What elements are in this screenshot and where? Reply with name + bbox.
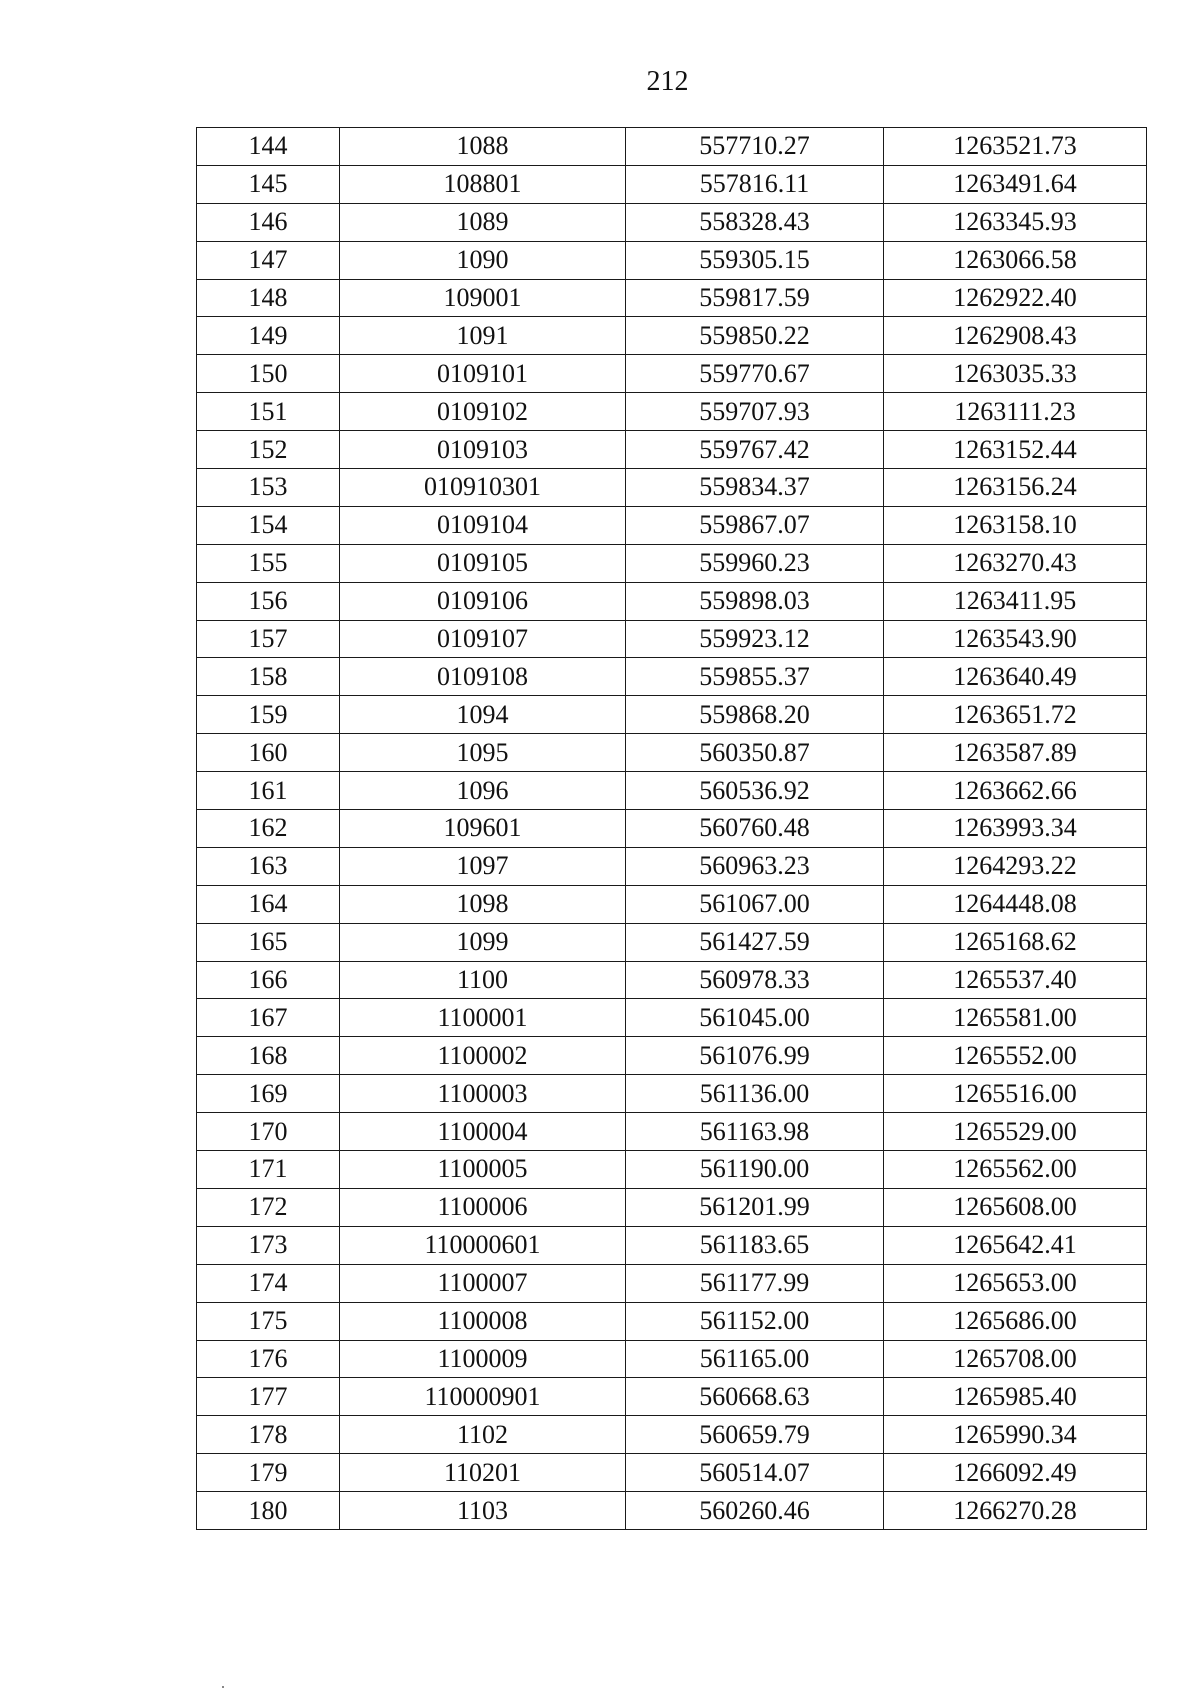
- y-coordinate-cell: 1263662.66: [884, 772, 1147, 810]
- y-coordinate-cell: 1263521.73: [884, 128, 1147, 166]
- x-coordinate-cell: 560668.63: [626, 1378, 884, 1416]
- row-index-cell: 146: [197, 203, 340, 241]
- table-row: [197, 128, 1147, 166]
- y-coordinate-cell: 1265686.00: [884, 1302, 1147, 1340]
- row-index-cell: 156: [197, 582, 340, 620]
- row-index-cell: 175: [197, 1302, 340, 1340]
- row-index-cell: 163: [197, 847, 340, 885]
- y-coordinate-cell: 1265608.00: [884, 1188, 1147, 1226]
- x-coordinate-cell: 560963.23: [626, 847, 884, 885]
- table-row: [197, 1037, 1147, 1075]
- table-row: [197, 469, 1147, 507]
- y-coordinate-cell: 1265562.00: [884, 1151, 1147, 1189]
- table-row: [197, 1226, 1147, 1264]
- y-coordinate-cell: 1263587.89: [884, 734, 1147, 772]
- table-row: [197, 506, 1147, 544]
- y-coordinate-cell: 1265985.40: [884, 1378, 1147, 1416]
- y-coordinate-cell: 1264448.08: [884, 885, 1147, 923]
- x-coordinate-cell: 559707.93: [626, 393, 884, 431]
- table-row: [197, 1075, 1147, 1113]
- row-index-cell: 171: [197, 1151, 340, 1189]
- row-index-cell: 172: [197, 1188, 340, 1226]
- table-row: [197, 165, 1147, 203]
- x-coordinate-cell: 561190.00: [626, 1151, 884, 1189]
- point-id-cell: 1099: [340, 923, 626, 961]
- x-coordinate-cell: 559898.03: [626, 582, 884, 620]
- point-id-cell: 1096: [340, 772, 626, 810]
- point-id-cell: 0109108: [340, 658, 626, 696]
- y-coordinate-cell: 1263111.23: [884, 393, 1147, 431]
- row-index-cell: 157: [197, 620, 340, 658]
- x-coordinate-cell: 561201.99: [626, 1188, 884, 1226]
- table-row: [197, 885, 1147, 923]
- row-index-cell: 166: [197, 961, 340, 999]
- x-coordinate-cell: 559767.42: [626, 431, 884, 469]
- x-coordinate-cell: 559817.59: [626, 279, 884, 317]
- row-index-cell: 152: [197, 431, 340, 469]
- row-index-cell: 160: [197, 734, 340, 772]
- table-row: [197, 810, 1147, 848]
- point-id-cell: 1100008: [340, 1302, 626, 1340]
- table-row: [197, 355, 1147, 393]
- table-row: [197, 1454, 1147, 1492]
- y-coordinate-cell: 1263491.64: [884, 165, 1147, 203]
- table-row: [197, 1340, 1147, 1378]
- point-id-cell: 1100009: [340, 1340, 626, 1378]
- x-coordinate-cell: 560514.07: [626, 1454, 884, 1492]
- row-index-cell: 150: [197, 355, 340, 393]
- row-index-cell: 177: [197, 1378, 340, 1416]
- point-id-cell: 1100001: [340, 999, 626, 1037]
- point-id-cell: 0109104: [340, 506, 626, 544]
- y-coordinate-cell: 1263066.58: [884, 241, 1147, 279]
- x-coordinate-cell: 561165.00: [626, 1340, 884, 1378]
- row-index-cell: 174: [197, 1264, 340, 1302]
- row-index-cell: 179: [197, 1454, 340, 1492]
- row-index-cell: 164: [197, 885, 340, 923]
- x-coordinate-cell: 560760.48: [626, 810, 884, 848]
- y-coordinate-cell: 1263993.34: [884, 810, 1147, 848]
- y-coordinate-cell: 1265642.41: [884, 1226, 1147, 1264]
- point-id-cell: 1100006: [340, 1188, 626, 1226]
- x-coordinate-cell: 561177.99: [626, 1264, 884, 1302]
- x-coordinate-cell: 560260.46: [626, 1492, 884, 1530]
- row-index-cell: 161: [197, 772, 340, 810]
- row-index-cell: 149: [197, 317, 340, 355]
- point-id-cell: 1103: [340, 1492, 626, 1530]
- x-coordinate-cell: 559868.20: [626, 696, 884, 734]
- x-coordinate-cell: 559305.15: [626, 241, 884, 279]
- row-index-cell: 148: [197, 279, 340, 317]
- y-coordinate-cell: 1265529.00: [884, 1113, 1147, 1151]
- y-coordinate-cell: 1263651.72: [884, 696, 1147, 734]
- y-coordinate-cell: 1263411.95: [884, 582, 1147, 620]
- table-row: [197, 582, 1147, 620]
- table-row: [197, 279, 1147, 317]
- table-row: [197, 1188, 1147, 1226]
- x-coordinate-cell: 559850.22: [626, 317, 884, 355]
- row-index-cell: 169: [197, 1075, 340, 1113]
- table-row: [197, 431, 1147, 469]
- point-id-cell: 1100003: [340, 1075, 626, 1113]
- table-row: [197, 1416, 1147, 1454]
- y-coordinate-cell: 1263640.49: [884, 658, 1147, 696]
- y-coordinate-cell: 1263152.44: [884, 431, 1147, 469]
- x-coordinate-cell: 561067.00: [626, 885, 884, 923]
- row-index-cell: 180: [197, 1492, 340, 1530]
- table-row: [197, 772, 1147, 810]
- table-row: [197, 1264, 1147, 1302]
- y-coordinate-cell: 1262922.40: [884, 279, 1147, 317]
- row-index-cell: 151: [197, 393, 340, 431]
- y-coordinate-cell: 1263270.43: [884, 544, 1147, 582]
- point-id-cell: 1102: [340, 1416, 626, 1454]
- row-index-cell: 162: [197, 810, 340, 848]
- row-index-cell: 173: [197, 1226, 340, 1264]
- row-index-cell: 168: [197, 1037, 340, 1075]
- x-coordinate-cell: 561076.99: [626, 1037, 884, 1075]
- y-coordinate-cell: 1264293.22: [884, 847, 1147, 885]
- row-index-cell: 153: [197, 469, 340, 507]
- table-row: [197, 241, 1147, 279]
- point-id-cell: 1094: [340, 696, 626, 734]
- y-coordinate-cell: 1263035.33: [884, 355, 1147, 393]
- x-coordinate-cell: 560350.87: [626, 734, 884, 772]
- point-id-cell: 109601: [340, 810, 626, 848]
- x-coordinate-cell: 557710.27: [626, 128, 884, 166]
- point-id-cell: 1090: [340, 241, 626, 279]
- table-row: [197, 999, 1147, 1037]
- table-row: [197, 847, 1147, 885]
- y-coordinate-cell: 1266270.28: [884, 1492, 1147, 1530]
- y-coordinate-cell: 1265581.00: [884, 999, 1147, 1037]
- row-index-cell: 165: [197, 923, 340, 961]
- row-index-cell: 158: [197, 658, 340, 696]
- point-id-cell: 0109107: [340, 620, 626, 658]
- table-row: [197, 317, 1147, 355]
- coordinates-table: [196, 127, 1147, 1530]
- point-id-cell: 110201: [340, 1454, 626, 1492]
- point-id-cell: 1097: [340, 847, 626, 885]
- x-coordinate-cell: 561045.00: [626, 999, 884, 1037]
- x-coordinate-cell: 561136.00: [626, 1075, 884, 1113]
- x-coordinate-cell: 561152.00: [626, 1302, 884, 1340]
- x-coordinate-cell: 557816.11: [626, 165, 884, 203]
- row-index-cell: 154: [197, 506, 340, 544]
- row-index-cell: 167: [197, 999, 340, 1037]
- table-row: [197, 1113, 1147, 1151]
- table-row: [197, 393, 1147, 431]
- page-number: 212: [646, 66, 689, 97]
- x-coordinate-cell: 558328.43: [626, 203, 884, 241]
- table-row: [197, 923, 1147, 961]
- point-id-cell: 109001: [340, 279, 626, 317]
- table-row: [197, 1378, 1147, 1416]
- point-id-cell: 108801: [340, 165, 626, 203]
- row-index-cell: 170: [197, 1113, 340, 1151]
- point-id-cell: 1100004: [340, 1113, 626, 1151]
- point-id-cell: 0109103: [340, 431, 626, 469]
- row-index-cell: 178: [197, 1416, 340, 1454]
- x-coordinate-cell: 559867.07: [626, 506, 884, 544]
- table-row: [197, 1302, 1147, 1340]
- x-coordinate-cell: 559960.23: [626, 544, 884, 582]
- point-id-cell: 1088: [340, 128, 626, 166]
- y-coordinate-cell: 1265552.00: [884, 1037, 1147, 1075]
- table-row: [197, 961, 1147, 999]
- point-id-cell: 1100007: [340, 1264, 626, 1302]
- x-coordinate-cell: 559923.12: [626, 620, 884, 658]
- y-coordinate-cell: 1265653.00: [884, 1264, 1147, 1302]
- y-coordinate-cell: 1262908.43: [884, 317, 1147, 355]
- table-row: [197, 658, 1147, 696]
- row-index-cell: 159: [197, 696, 340, 734]
- point-id-cell: 0109101: [340, 355, 626, 393]
- row-index-cell: 155: [197, 544, 340, 582]
- point-id-cell: 1089: [340, 203, 626, 241]
- x-coordinate-cell: 559834.37: [626, 469, 884, 507]
- point-id-cell: 1100005: [340, 1151, 626, 1189]
- scan-speck: [222, 1686, 224, 1688]
- table-row: [197, 696, 1147, 734]
- x-coordinate-cell: 560659.79: [626, 1416, 884, 1454]
- point-id-cell: 1095: [340, 734, 626, 772]
- x-coordinate-cell: 560978.33: [626, 961, 884, 999]
- row-index-cell: 176: [197, 1340, 340, 1378]
- point-id-cell: 1100002: [340, 1037, 626, 1075]
- x-coordinate-cell: 559770.67: [626, 355, 884, 393]
- table-row: [197, 1492, 1147, 1530]
- table-row: [197, 544, 1147, 582]
- table-row: [197, 1151, 1147, 1189]
- point-id-cell: 110000901: [340, 1378, 626, 1416]
- x-coordinate-cell: 561427.59: [626, 923, 884, 961]
- row-index-cell: 147: [197, 241, 340, 279]
- y-coordinate-cell: 1266092.49: [884, 1454, 1147, 1492]
- y-coordinate-cell: 1263158.10: [884, 506, 1147, 544]
- y-coordinate-cell: 1265708.00: [884, 1340, 1147, 1378]
- row-index-cell: 145: [197, 165, 340, 203]
- point-id-cell: 010910301: [340, 469, 626, 507]
- y-coordinate-cell: 1265990.34: [884, 1416, 1147, 1454]
- x-coordinate-cell: 560536.92: [626, 772, 884, 810]
- y-coordinate-cell: 1263156.24: [884, 469, 1147, 507]
- table-row: [197, 203, 1147, 241]
- row-index-cell: 144: [197, 128, 340, 166]
- y-coordinate-cell: 1263543.90: [884, 620, 1147, 658]
- point-id-cell: 0109106: [340, 582, 626, 620]
- y-coordinate-cell: 1265168.62: [884, 923, 1147, 961]
- y-coordinate-cell: 1265516.00: [884, 1075, 1147, 1113]
- x-coordinate-cell: 559855.37: [626, 658, 884, 696]
- table-body: [197, 128, 1147, 1530]
- table-row: [197, 734, 1147, 772]
- y-coordinate-cell: 1265537.40: [884, 961, 1147, 999]
- table-row: [197, 620, 1147, 658]
- point-id-cell: 0109105: [340, 544, 626, 582]
- point-id-cell: 1098: [340, 885, 626, 923]
- point-id-cell: 110000601: [340, 1226, 626, 1264]
- point-id-cell: 1091: [340, 317, 626, 355]
- y-coordinate-cell: 1263345.93: [884, 203, 1147, 241]
- point-id-cell: 0109102: [340, 393, 626, 431]
- point-id-cell: 1100: [340, 961, 626, 999]
- x-coordinate-cell: 561183.65: [626, 1226, 884, 1264]
- x-coordinate-cell: 561163.98: [626, 1113, 884, 1151]
